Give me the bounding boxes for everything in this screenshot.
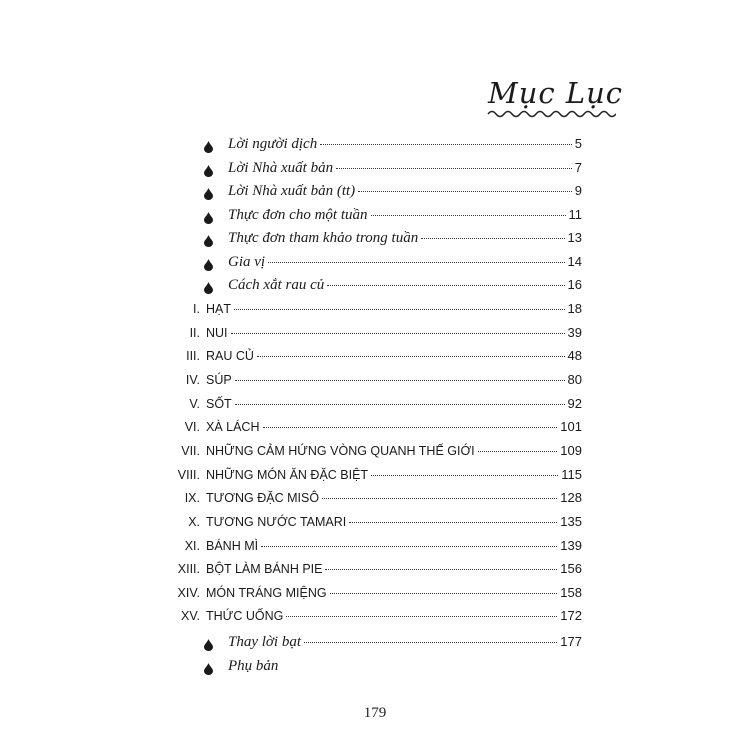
entry-page-number: 16 — [567, 277, 582, 292]
dot-leader — [322, 498, 557, 499]
teardrop-bullet-icon — [204, 212, 216, 224]
entry-title: Cách xắt rau củ — [228, 277, 325, 293]
entry-page-number: 158 — [560, 584, 582, 600]
dot-leader — [263, 427, 558, 428]
chapter-numeral: I. — [193, 302, 200, 316]
chapter-numeral: XIV. — [177, 585, 200, 600]
dot-leader — [358, 191, 572, 192]
entry-page-number: 5 — [574, 136, 582, 151]
chapter-numeral: V. — [189, 396, 200, 411]
dot-leader — [304, 642, 557, 643]
entry-page-number: 172 — [560, 608, 582, 624]
dot-leader — [371, 475, 558, 476]
entry-title: Thực đơn cho một tuần — [228, 206, 368, 223]
toc-entry — [204, 277, 582, 299]
entry-title: Lời người dịch — [228, 136, 318, 152]
dot-leader — [325, 569, 557, 570]
toc-entry — [204, 160, 582, 182]
toc-entry — [204, 634, 582, 656]
entry-page-number: 11 — [568, 206, 582, 222]
chapter-numeral: III. — [186, 349, 200, 364]
toc-entry — [160, 561, 582, 583]
entry-page-number: 92 — [567, 395, 582, 411]
toc-entry — [204, 658, 582, 680]
teardrop-bullet-icon — [204, 282, 216, 294]
teardrop-bullet-icon — [204, 165, 216, 177]
entry-title: SÚP — [206, 372, 232, 387]
chapter-numeral: VIII. — [177, 467, 200, 482]
toc-entry — [204, 207, 582, 229]
dot-leader — [257, 356, 565, 357]
dot-leader — [320, 144, 572, 145]
toc-entry — [204, 136, 582, 158]
dot-leader — [234, 309, 565, 310]
toc-entry — [160, 325, 582, 347]
chapter-numeral: IX. — [184, 491, 200, 506]
dot-leader — [268, 262, 564, 263]
teardrop-bullet-icon — [204, 259, 216, 271]
chapter-numeral: XIII. — [177, 562, 200, 577]
page-number: 179 — [363, 705, 387, 721]
chapter-numeral: XV. — [180, 609, 200, 624]
dot-leader — [349, 522, 557, 523]
entry-title: TƯƠNG NƯỚC TAMARI — [206, 514, 347, 529]
chapter-numeral: X. — [188, 514, 200, 529]
dot-leader — [371, 215, 566, 216]
dot-leader — [421, 238, 564, 239]
entry-page-number: 9 — [574, 183, 582, 198]
chapter-numeral: VI. — [184, 420, 200, 435]
entry-page-number: 80 — [567, 371, 582, 387]
dot-leader — [330, 593, 558, 594]
entry-title: NHỮNG MÓN ĂN ĐẶC BIỆT — [206, 467, 369, 482]
teardrop-bullet-icon — [204, 663, 216, 675]
chapter-numeral: XI. — [184, 538, 200, 553]
entry-title: SỐT — [206, 396, 232, 411]
entry-page-number: 14 — [567, 253, 582, 269]
toc-entry — [160, 372, 582, 394]
toc-entry — [160, 301, 582, 323]
entry-title: RAU CỦ — [206, 349, 254, 364]
dot-leader — [336, 168, 572, 169]
entry-page-number: 109 — [560, 442, 582, 458]
entry-title: HẠT — [206, 302, 231, 316]
chapter-numeral: IV. — [185, 372, 200, 387]
chapter-numeral: VII. — [181, 443, 200, 458]
entry-page-number: 48 — [567, 348, 582, 364]
entry-page-number: 128 — [560, 490, 582, 506]
toc-entry — [160, 467, 582, 489]
toc-entry — [160, 514, 582, 536]
entry-page-number: 18 — [567, 301, 582, 316]
toc-entry — [160, 585, 582, 607]
toc-entry — [160, 348, 582, 370]
dot-leader — [235, 404, 565, 405]
teardrop-bullet-icon — [204, 188, 216, 200]
toc-entry — [204, 254, 582, 276]
entry-title: THỨC UỐNG — [206, 609, 284, 624]
entry-title: Lời Nhà xuất bản — [228, 159, 334, 176]
teardrop-bullet-icon — [204, 141, 216, 153]
entry-title: MÓN TRÁNG MIỆNG — [206, 585, 327, 600]
dot-leader — [231, 333, 565, 334]
entry-title: XÀ LÁCH — [206, 420, 260, 435]
toc-entry — [204, 230, 582, 252]
entry-page-number: 156 — [560, 561, 582, 577]
entry-page-number: 177 — [560, 634, 582, 649]
dot-leader — [478, 451, 558, 452]
toc-entry — [160, 490, 582, 512]
toc-entry — [160, 396, 582, 418]
entry-title: BÁNH MÌ — [206, 538, 259, 553]
dot-leader — [235, 380, 565, 381]
wavy-underline-icon — [486, 108, 616, 120]
dot-leader — [286, 616, 557, 617]
entry-title: Gia vị — [228, 253, 266, 270]
entry-title: Lời Nhà xuất bản (tt) — [228, 183, 356, 199]
teardrop-bullet-icon — [204, 235, 216, 247]
entry-title: Thay lời bạt — [228, 634, 302, 650]
page-title: Mục Lục — [488, 76, 624, 110]
entry-page-number: 135 — [560, 513, 582, 529]
chapter-numeral: II. — [189, 325, 200, 340]
entry-page-number: 115 — [561, 466, 582, 482]
entry-title: Thực đơn tham khảo trong tuần — [228, 230, 419, 246]
entry-page-number: 7 — [574, 159, 582, 175]
entry-page-number: 101 — [560, 419, 582, 435]
entry-title: NUI — [206, 325, 228, 340]
toc-entry — [160, 608, 582, 630]
toc-entry — [160, 538, 582, 560]
entry-page-number: 13 — [567, 230, 582, 245]
entry-page-number: 139 — [560, 537, 582, 553]
entry-title: NHỮNG CẢM HỨNG VÒNG QUANH THẾ GIỚI — [206, 443, 475, 458]
entry-title: BỘT LÀM BÁNH PIE — [206, 562, 323, 577]
toc-entry — [204, 183, 582, 205]
entry-page-number: 39 — [567, 324, 582, 340]
entry-title: TƯƠNG ĐẶC MISÔ — [206, 491, 320, 506]
toc-entry — [160, 419, 582, 441]
teardrop-bullet-icon — [204, 639, 216, 651]
entry-title: Phụ bản — [228, 658, 279, 674]
toc-entry — [160, 443, 582, 465]
dot-leader — [327, 285, 564, 286]
dot-leader — [261, 546, 557, 547]
